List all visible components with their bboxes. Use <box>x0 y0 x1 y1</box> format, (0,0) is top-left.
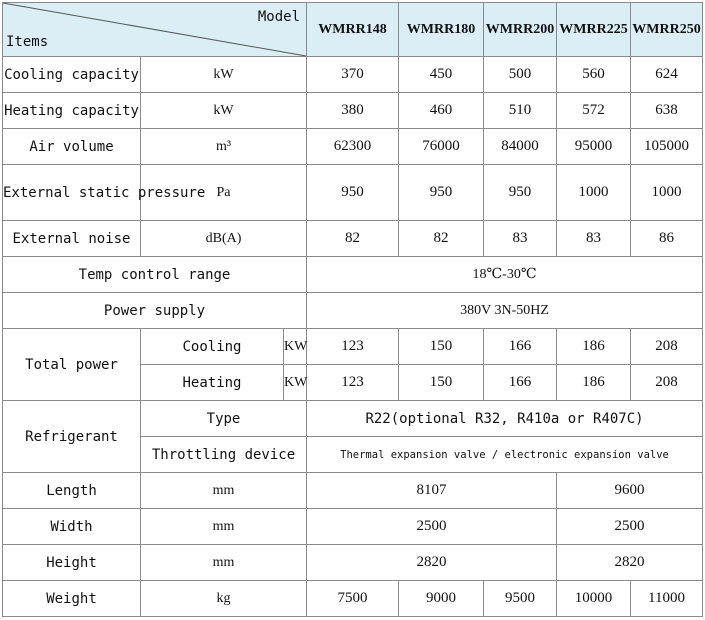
value-cell: 123 <box>307 365 399 401</box>
model-label: Model <box>257 9 301 25</box>
row-label: Total power <box>3 329 141 401</box>
merged-value-cell: 18℃-30℃ <box>307 257 703 293</box>
row-unit: kW <box>141 57 307 93</box>
row-label: Temp control range <box>3 257 307 293</box>
table-row <box>3 165 703 221</box>
table-row <box>3 257 703 293</box>
value-cell: 150 <box>399 329 484 365</box>
value-cell: 166 <box>484 365 557 401</box>
value-cell: 11000 <box>631 581 703 617</box>
sub-row-label: Type <box>141 401 307 437</box>
value-cell: 86 <box>631 221 703 257</box>
spec-table <box>2 2 703 617</box>
row-label: External noise <box>3 221 141 257</box>
items-label: Items <box>6 34 49 50</box>
value-cell: 105000 <box>631 129 703 165</box>
table-row <box>3 93 703 129</box>
value-cell: 450 <box>399 57 484 93</box>
row-label: Cooling capacity <box>3 57 141 93</box>
table-row <box>3 57 703 93</box>
row-label: Height <box>3 545 141 581</box>
table-row <box>3 545 703 581</box>
value-cell: 83 <box>557 221 631 257</box>
merged-value-cell: 2500 <box>557 509 703 545</box>
value-cell: 82 <box>307 221 399 257</box>
row-label: Heating capacity <box>3 93 141 129</box>
row-label: Refrigerant <box>3 401 141 473</box>
value-cell: 500 <box>484 57 557 93</box>
table-row <box>3 129 703 165</box>
value-cell: 380 <box>307 93 399 129</box>
model-header-2: WMRR180 <box>399 3 484 57</box>
table-row <box>3 329 703 365</box>
row-label: Length <box>3 473 141 509</box>
value-cell: 950 <box>399 165 484 221</box>
model-header-1: WMRR148 <box>307 3 399 57</box>
header-row <box>3 3 703 57</box>
value-cell: 9500 <box>484 581 557 617</box>
value-cell: 84000 <box>484 129 557 165</box>
table-row <box>3 473 703 509</box>
table-row <box>3 581 703 617</box>
value-cell: 62300 <box>307 129 399 165</box>
merged-value-cell: 2820 <box>557 545 703 581</box>
value-cell: 208 <box>631 329 703 365</box>
merged-value-cell: 2820 <box>307 545 557 581</box>
value-cell: 186 <box>557 329 631 365</box>
table-row <box>3 293 703 329</box>
merged-value-cell: 380V 3N-50HZ <box>307 293 703 329</box>
value-cell: 208 <box>631 365 703 401</box>
value-cell: 624 <box>631 57 703 93</box>
row-label: External static pressure <box>3 165 141 221</box>
merged-value-cell: R22(optional R32, R410a or R407C) <box>307 401 703 437</box>
model-header-4: WMRR225 <box>557 3 631 57</box>
value-cell: 95000 <box>557 129 631 165</box>
row-unit: Pa <box>141 165 307 221</box>
row-label: Weight <box>3 581 141 617</box>
value-cell: 370 <box>307 57 399 93</box>
model-header-3: WMRR200 <box>484 3 557 57</box>
row-unit: kg <box>141 581 307 617</box>
row-unit: m³ <box>141 129 307 165</box>
row-unit: mm <box>141 473 307 509</box>
value-cell: 460 <box>399 93 484 129</box>
value-cell: 1000 <box>631 165 703 221</box>
sub-row-label: Throttling device <box>141 437 307 473</box>
row-unit: KW <box>284 365 307 401</box>
row-label: Width <box>3 509 141 545</box>
value-cell: 572 <box>557 93 631 129</box>
row-unit: mm <box>141 545 307 581</box>
merged-value-cell: 9600 <box>557 473 703 509</box>
value-cell: 638 <box>631 93 703 129</box>
value-cell: 1000 <box>557 165 631 221</box>
table-row <box>3 401 703 437</box>
row-unit: kW <box>141 93 307 129</box>
value-cell: 76000 <box>399 129 484 165</box>
value-cell: 123 <box>307 329 399 365</box>
value-cell: 9000 <box>399 581 484 617</box>
row-label: Power supply <box>3 293 307 329</box>
merged-value-cell: 8107 <box>307 473 557 509</box>
value-cell: 186 <box>557 365 631 401</box>
merged-value-cell: Thermal expansion valve / electronic expansion valve <box>307 437 703 473</box>
value-cell: 82 <box>399 221 484 257</box>
value-cell: 150 <box>399 365 484 401</box>
sub-row-label: Cooling <box>141 329 284 365</box>
header-corner-cell <box>3 3 307 57</box>
merged-value-cell: 2500 <box>307 509 557 545</box>
row-label: Air volume <box>3 129 141 165</box>
model-header-5: WMRR250 <box>631 3 703 57</box>
row-unit: mm <box>141 509 307 545</box>
value-cell: 950 <box>307 165 399 221</box>
row-unit: dB(A) <box>141 221 307 257</box>
value-cell: 166 <box>484 329 557 365</box>
value-cell: 510 <box>484 93 557 129</box>
table-row <box>3 221 703 257</box>
value-cell: 10000 <box>557 581 631 617</box>
value-cell: 83 <box>484 221 557 257</box>
value-cell: 7500 <box>307 581 399 617</box>
sub-row-label: Heating <box>141 365 284 401</box>
value-cell: 950 <box>484 165 557 221</box>
table-row <box>3 509 703 545</box>
row-unit: KW <box>284 329 307 365</box>
value-cell: 560 <box>557 57 631 93</box>
